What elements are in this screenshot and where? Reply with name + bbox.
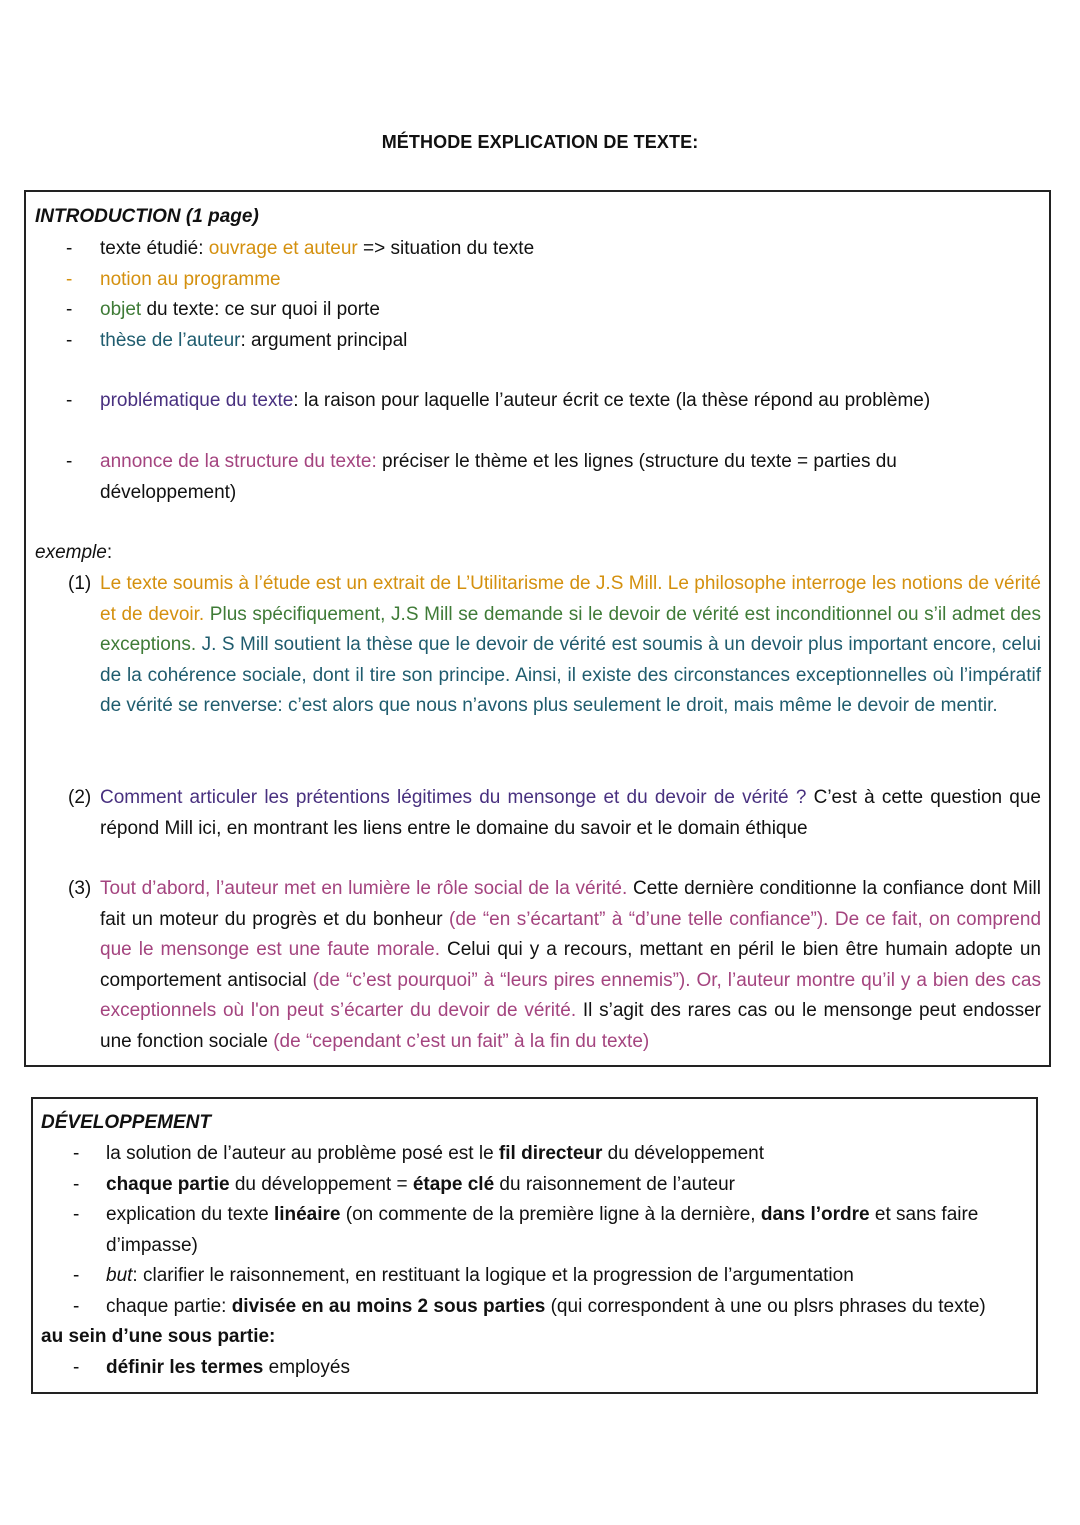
bullet-objet: objet du texte: ce sur quoi il porte bbox=[100, 299, 380, 320]
bullet-dash: - bbox=[66, 238, 73, 259]
bullet-dash: - bbox=[66, 299, 73, 320]
example-paragraph-1: Le texte soumis à l’étude est un extrait de L’Utilitarisme de J.S Mill. Le philosophe interroge les notions de vérité et de devoir. Plus spécifiquement, J.S Mill se demande si le devoir de vérité est inconditionnel ou s’il admet des exceptions. J. S Mill soutient la thèse que le devoir de vérité est soumis à un devoir plus important encore, celui de la cohérence sociale, dont il tire son principe. Ainsi, il existe des circonstances exceptionnelles où l’impératif de vérité se renverse: c’est alors que nous n’avons plus seulement le droit, mais même le devoir de mentir. bbox=[100, 573, 1041, 717]
example-label: exemple: bbox=[35, 542, 113, 563]
bullet-texte-etudie: texte étudié: ouvrage et auteur => situation du texte bbox=[100, 238, 535, 259]
bullet-these: thèse de l’auteur: argument principal bbox=[100, 330, 408, 351]
bullet-annonce: annonce de la structure du texte: préciser le thème et les lignes (structure du texte = parties du bbox=[100, 451, 897, 472]
introduction-heading: INTRODUCTION (1 page) bbox=[35, 206, 259, 227]
developpement-box bbox=[31, 1097, 1038, 1394]
paragraph-number: (1) bbox=[68, 573, 92, 594]
paragraph-number: (2) bbox=[68, 787, 92, 808]
bullet-dash: - bbox=[73, 1204, 80, 1225]
bullet-dash: - bbox=[66, 330, 73, 351]
bullet-annonce-cont: développement) bbox=[100, 482, 237, 503]
paragraph-number: (3) bbox=[68, 878, 92, 899]
dev-bullet-lineaire: explication du texte linéaire (on commente de la première ligne à la dernière, dans l’ordre et sans faire bbox=[106, 1204, 979, 1225]
sub-heading: au sein d’une sous partie: bbox=[41, 1326, 276, 1347]
example-paragraph-3: Tout d’abord, l’auteur met en lumière le rôle social de la vérité. Cette dernière conditionne la confiance dont Mill fait un moteur du progrès et du bonheur (de “en s’écartant” à “d’une telle confiance”). De ce fait, on comprend que le mensonge est une faute morale. Celui qui y a recours, mettant en péril le bien être humain adopte un comportement antisocial (de “c’est pourquoi” à “leurs pires ennemis”). Or, l’auteur montre qu’il y a bien des cas exceptionnels où l'on peut s’écarter du devoir de vérité. Il s’agit des rares cas ou le mensonge peut endosser une fonction sociale (de “cependant c’est un fait” à la fin du texte) bbox=[100, 878, 1042, 1052]
bullet-dash: - bbox=[73, 1357, 80, 1378]
bullet-notion: notion au programme bbox=[100, 269, 281, 290]
example-paragraph-2: Comment articuler les prétentions légitimes du mensonge et du devoir de vérité ? C’est à cette question que répond Mill ici, en montrant les liens entre le domaine du savoir et le domain éthique bbox=[100, 787, 1041, 839]
dev-bullet-sous-parties: chaque partie: divisée en au moins 2 sous parties (qui correspondent à une ou plsrs phrases du texte) bbox=[106, 1296, 986, 1317]
page-title: MÉTHODE EXPLICATION DE TEXTE: bbox=[381, 132, 699, 152]
introduction-box bbox=[24, 190, 1051, 1067]
bullet-dash: - bbox=[66, 269, 73, 290]
bullet-dash: - bbox=[66, 390, 73, 411]
bullet-dash: - bbox=[73, 1265, 80, 1286]
bullet-problematique: problématique du texte: la raison pour laquelle l’auteur écrit ce texte (la thèse répond au problème) bbox=[100, 390, 931, 411]
dev-bullet-lineaire-cont: d’impasse) bbox=[106, 1235, 198, 1256]
bullet-dash: - bbox=[73, 1143, 80, 1164]
dev-bullet-definir: définir les termes employés bbox=[106, 1357, 350, 1378]
developpement-heading: DÉVELOPPEMENT bbox=[41, 1112, 211, 1133]
bullet-dash: - bbox=[66, 451, 73, 472]
bullet-dash: - bbox=[73, 1296, 80, 1317]
dev-bullet-but: but: clarifier le raisonnement, en restituant la logique et la progression de l’argumentation bbox=[106, 1265, 854, 1286]
dev-bullet-chaque-partie: chaque partie du développement = étape clé du raisonnement de l’auteur bbox=[106, 1174, 735, 1195]
bullet-dash: - bbox=[73, 1174, 80, 1195]
dev-bullet-fil-directeur: la solution de l’auteur au problème posé est le fil directeur du développement bbox=[106, 1143, 765, 1164]
